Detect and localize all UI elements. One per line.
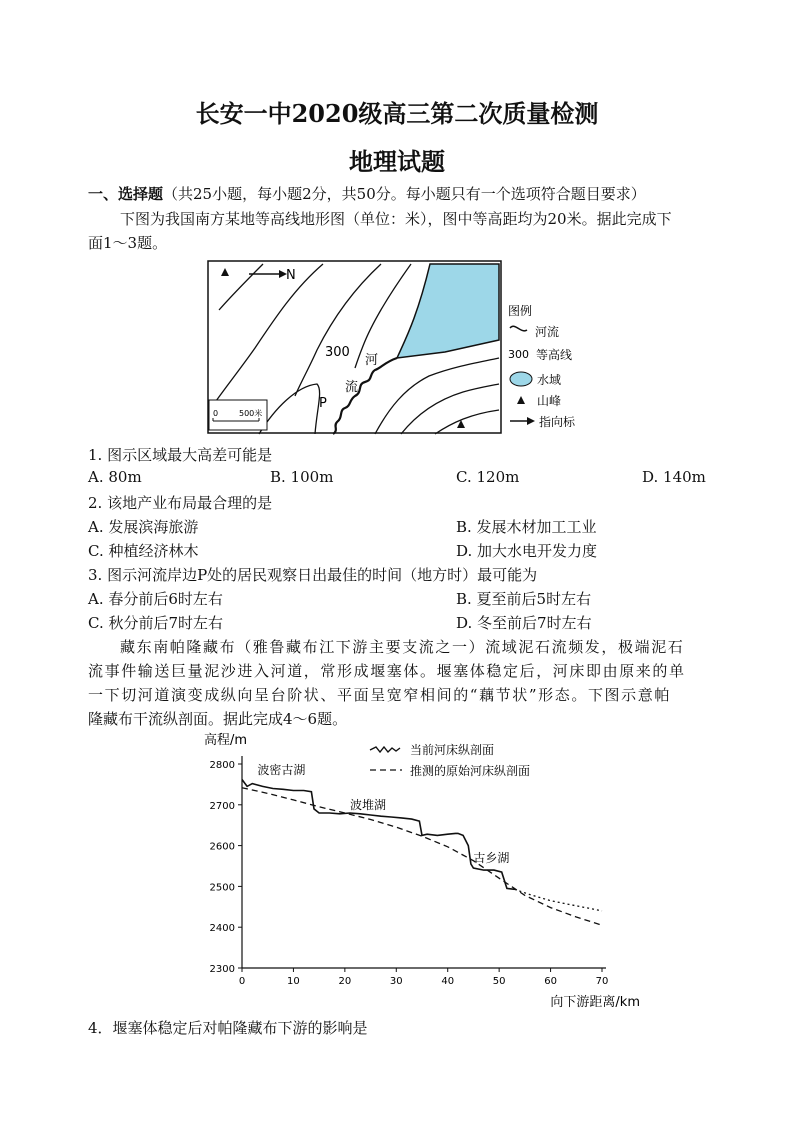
point-p-label: P xyxy=(319,396,327,411)
question-2-stem: 2. 该地产业布局最合理的是 xyxy=(88,494,273,512)
question-3-stem: 3. 图示河流岸边P处的居民观察日出最佳的时间（地方时）最可能为 xyxy=(88,566,538,584)
contour-value-label: 300 xyxy=(325,345,350,360)
q2-option-b[interactable]: B. 发展木材加工工业 xyxy=(456,518,597,536)
q3-option-b[interactable]: B. 夏至前后5时左右 xyxy=(456,590,592,608)
lake-label: 波堆湖 xyxy=(350,797,387,812)
y-tick-label: 2300 xyxy=(209,964,235,975)
legend-arrow: 指向标 xyxy=(539,415,576,429)
intro-line-2: 面1～3题。 xyxy=(88,234,168,252)
scale-distance: 500米 xyxy=(239,409,263,418)
x-tick-label: 70 xyxy=(595,976,609,987)
q1-option-a[interactable]: A. 80m xyxy=(88,468,142,486)
section-note: （共25小题，每小题2分，共50分。每小题只有一个选项符合题目要求） xyxy=(163,185,646,203)
section-heading-label: 一、选择题 xyxy=(88,185,164,203)
series-line xyxy=(242,780,515,890)
legend-title: 图例 xyxy=(508,304,533,318)
legend-solid-icon xyxy=(370,747,400,752)
arrow-legend-icon xyxy=(527,417,535,425)
legend-contour: 等高线 xyxy=(536,348,573,362)
q3-option-d[interactable]: D. 冬至前后7时左右 xyxy=(456,614,592,632)
x-tick-label: 10 xyxy=(287,976,300,987)
x-tick-label: 20 xyxy=(338,976,352,987)
passage-line-1: 藏东南帕隆藏布（雅鲁藏布江下游主要支流之一）流域泥石流频发，极端泥石 xyxy=(120,638,685,656)
x-tick-label: 60 xyxy=(544,976,557,987)
q1-option-d[interactable]: D. 140m xyxy=(642,468,706,486)
question-1-stem: 1. 图示区域最大高差可能是 xyxy=(88,446,273,464)
x-tick-label: 40 xyxy=(441,976,455,987)
q1-option-c[interactable]: C. 120m xyxy=(456,468,520,486)
legend-original-label: 推测的原始河床纵剖面 xyxy=(410,764,531,778)
scale-zero: 0 xyxy=(213,409,219,418)
x-tick-label: 0 xyxy=(238,976,246,987)
peak-legend-icon xyxy=(517,396,525,404)
river-label-1: 河 xyxy=(365,353,379,368)
y-tick-label: 2500 xyxy=(209,882,235,894)
passage-line-2: 流事件输送巨量泥沙进入河道，常形成堰塞体。堰塞体稳定后，河床即由原来的单 xyxy=(88,662,686,680)
series-line xyxy=(242,788,602,926)
north-label: N xyxy=(286,268,296,283)
x-axis-label: 向下游距离/km xyxy=(550,995,640,1010)
y-tick-label: 2400 xyxy=(209,923,235,935)
y-tick-label: 2800 xyxy=(209,760,235,771)
passage-line-4: 隆藏布干流纵剖面。据此完成4～6题。 xyxy=(88,710,348,728)
x-tick-label: 50 xyxy=(492,976,506,987)
q2-option-d[interactable]: D. 加大水电开发力度 xyxy=(456,542,598,560)
legend-water: 水域 xyxy=(537,373,562,387)
contour-map xyxy=(205,258,605,438)
water-legend-icon xyxy=(510,372,532,386)
passage-line-3: 一下切河道演变成纵向呈台阶状、平面呈宽窄相间的“藕节状”形态。下图示意帕 xyxy=(88,686,671,704)
exam-title: 长安一中2020级高三第二次质量检测 xyxy=(195,99,599,128)
legend-river: 河流 xyxy=(535,325,560,339)
river-label-2: 流 xyxy=(345,380,359,395)
q3-option-c[interactable]: C. 秋分前后7时左右 xyxy=(88,614,224,632)
subject-title: 地理试题 xyxy=(349,147,445,176)
y-axis-label: 高程/m xyxy=(204,733,248,748)
lake-label: 古乡湖 xyxy=(473,850,510,865)
question-4-stem: 4．堰塞体稳定后对帕隆藏布下游的影响是 xyxy=(88,1019,368,1037)
lake-label: 波密古湖 xyxy=(257,763,306,778)
q2-option-c[interactable]: C. 种植经济林木 xyxy=(88,542,199,560)
y-tick-label: 2700 xyxy=(209,800,235,812)
q1-option-b[interactable]: B. 100m xyxy=(270,468,334,486)
intro-line-1: 下图为我国南方某地等高线地形图（单位：米），图中等高距均为20米。据此完成下 xyxy=(120,210,672,228)
x-tick-label: 30 xyxy=(389,976,403,987)
section-heading xyxy=(88,182,646,206)
q2-option-a[interactable]: A. 发展滨海旅游 xyxy=(88,518,199,536)
legend-peak: 山峰 xyxy=(537,394,562,408)
y-tick-label: 2600 xyxy=(209,841,235,853)
series-line xyxy=(515,889,602,911)
legend-current-label: 当前河床纵剖面 xyxy=(410,743,495,757)
river-legend-icon xyxy=(510,326,527,331)
q3-option-a[interactable]: A. 春分前后6时左右 xyxy=(88,590,223,608)
legend-contour-value: 300 xyxy=(508,348,529,361)
river-profile-chart xyxy=(190,728,640,1018)
